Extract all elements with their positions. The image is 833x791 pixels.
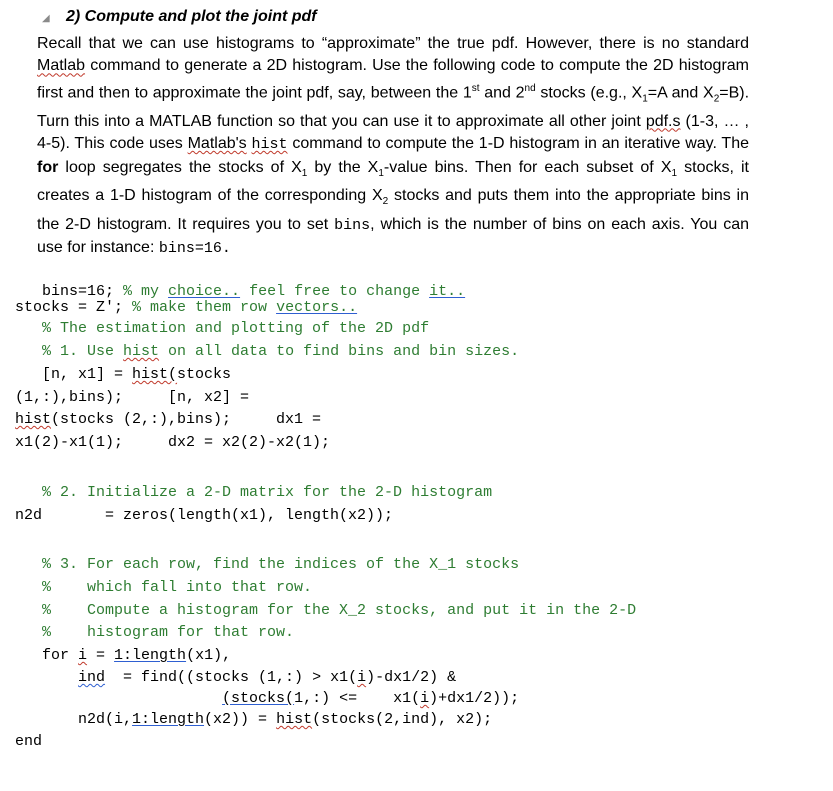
para-text: =A and X	[647, 84, 714, 102]
section-heading	[42, 8, 317, 26]
para-code: bins=16.	[158, 240, 231, 258]
code-token: (stocks(2,ind), x2);	[312, 711, 493, 728]
code-comment: feel free to change	[240, 283, 430, 300]
code-comment: % make them row	[132, 299, 277, 316]
para-text: pdf.s	[645, 112, 681, 130]
code-token: 1:length	[114, 647, 187, 664]
para-sub: 2	[713, 93, 720, 105]
para-sub: 1	[301, 167, 308, 179]
code-token: = find((stocks (1,:) > x1(	[105, 669, 358, 686]
para-sub: 2	[382, 196, 389, 208]
para-text: stocks (e.g., X	[535, 84, 643, 102]
heading-text: 2) Compute and plot the joint pdf	[66, 8, 317, 25]
code-token: (x1),	[186, 647, 232, 664]
code-token: bins=16;	[15, 283, 124, 300]
code-token: hist	[15, 411, 52, 428]
para-text: -value bins. Then for each subset of X	[383, 158, 672, 176]
code-token: stocks	[177, 366, 232, 383]
code-token: i	[357, 669, 367, 686]
code-token: =	[87, 647, 115, 664]
para-sup: st	[471, 82, 480, 94]
instructions-paragraph	[37, 33, 749, 261]
code-token: (stocks (2,:),bins); dx1 =	[51, 411, 322, 428]
code-comment: on all data to find bins and bin sizes.	[159, 343, 520, 360]
para-bold: for	[37, 158, 59, 176]
para-text: and 2	[479, 84, 525, 102]
code-token: n2d(i,	[15, 711, 133, 728]
code-token: (x2)) =	[204, 711, 277, 728]
para-sub: 1	[378, 167, 384, 179]
para-code: bins	[334, 216, 371, 234]
code-line-3: % The estimation and plotting of the 2D pdf	[15, 320, 430, 337]
para-text: stocks, it creates a 1-D histogram of the corresponding X	[37, 158, 749, 205]
code-comment: vectors..	[276, 299, 358, 316]
para-text: (1-3, … , 4-5). This code uses	[37, 112, 749, 153]
code-token: i	[78, 647, 88, 664]
code-comment: % my	[123, 283, 169, 300]
code-comment: hist	[123, 343, 160, 360]
code-token: stocks = Z';	[15, 299, 133, 316]
para-text: Recall that we can use histograms to “approximate” the true pdf. However, there is no standard	[37, 35, 749, 52]
code-comment: choice..	[168, 283, 241, 300]
para-text: command to compute the 1-D histogram in an iterative way. The	[287, 135, 749, 153]
para-text: loop segregates the stocks of X	[58, 158, 302, 176]
code-token: )+dx1/2));	[429, 690, 520, 707]
code-comment: it..	[429, 283, 466, 300]
code-line-2	[15, 298, 357, 318]
code-line-4	[15, 342, 519, 362]
para-text: Matlab	[37, 57, 86, 75]
para-sub: 1	[642, 93, 648, 105]
code-token: 1,:) <= x1(	[294, 690, 421, 707]
code-token: ind	[78, 669, 106, 686]
code-line-10: n2d = zeros(length(x1), length(x2));	[15, 507, 394, 524]
code-line-12: % which fall into that row.	[15, 579, 313, 596]
para-text: stocks and puts them into the appropriate bins in the 2-D histogram. It requires you to set	[37, 187, 750, 233]
code-token: i	[420, 690, 430, 707]
para-text: by the X	[307, 158, 379, 176]
code-line-19: end	[15, 733, 43, 750]
code-token: hist	[276, 711, 313, 728]
code-line-18	[15, 710, 492, 730]
code-line-11: % 3. For each row, find the indices of the X_1 stocks	[15, 556, 520, 573]
code-token	[15, 669, 78, 686]
code-line-7	[15, 410, 321, 430]
code-line-8: x1(2)-x1(1); dx2 = x2(2)-x2(1);	[15, 434, 331, 451]
code-line-15	[15, 646, 231, 666]
para-sup: nd	[524, 82, 536, 94]
code-token: 1:length	[132, 711, 205, 728]
para-code: hist	[251, 136, 288, 154]
para-text: =B). Turn this into a MATLAB function so that you can use it to approximate all other joint	[37, 84, 750, 130]
code-token: )-dx1/2) &	[366, 669, 457, 686]
code-line-6: (1,:),bins); [n, x2] =	[15, 389, 250, 406]
code-token: for	[15, 647, 79, 664]
code-token: (stocks(	[222, 690, 295, 707]
para-text: Matlab's	[187, 135, 247, 153]
code-line-16	[15, 668, 456, 688]
code-line-14: % histogram for that row.	[15, 624, 295, 641]
code-comment: % 1. Use	[15, 343, 124, 360]
para-text: command to generate a 2D histogram. Use the following code to compute the 2D histogram first and then to approximate the joint pdf, say, between the 1	[37, 57, 749, 102]
code-line-5	[15, 365, 231, 385]
code-token	[15, 690, 222, 707]
para-text: , which is the number of bins on each axis. You can use for instance:	[37, 215, 749, 257]
collapse-triangle-icon[interactable]: ◢	[42, 13, 50, 24]
code-line-9: % 2. Initialize a 2-D matrix for the 2-D histogram	[15, 484, 493, 501]
code-line-13: % Compute a histogram for the X_2 stocks, and put it in the 2-D	[15, 602, 637, 619]
code-token: hist(	[132, 366, 178, 383]
para-sub: 1	[671, 167, 678, 179]
code-token: [n, x1] =	[15, 366, 133, 383]
code-line-17	[15, 689, 519, 709]
